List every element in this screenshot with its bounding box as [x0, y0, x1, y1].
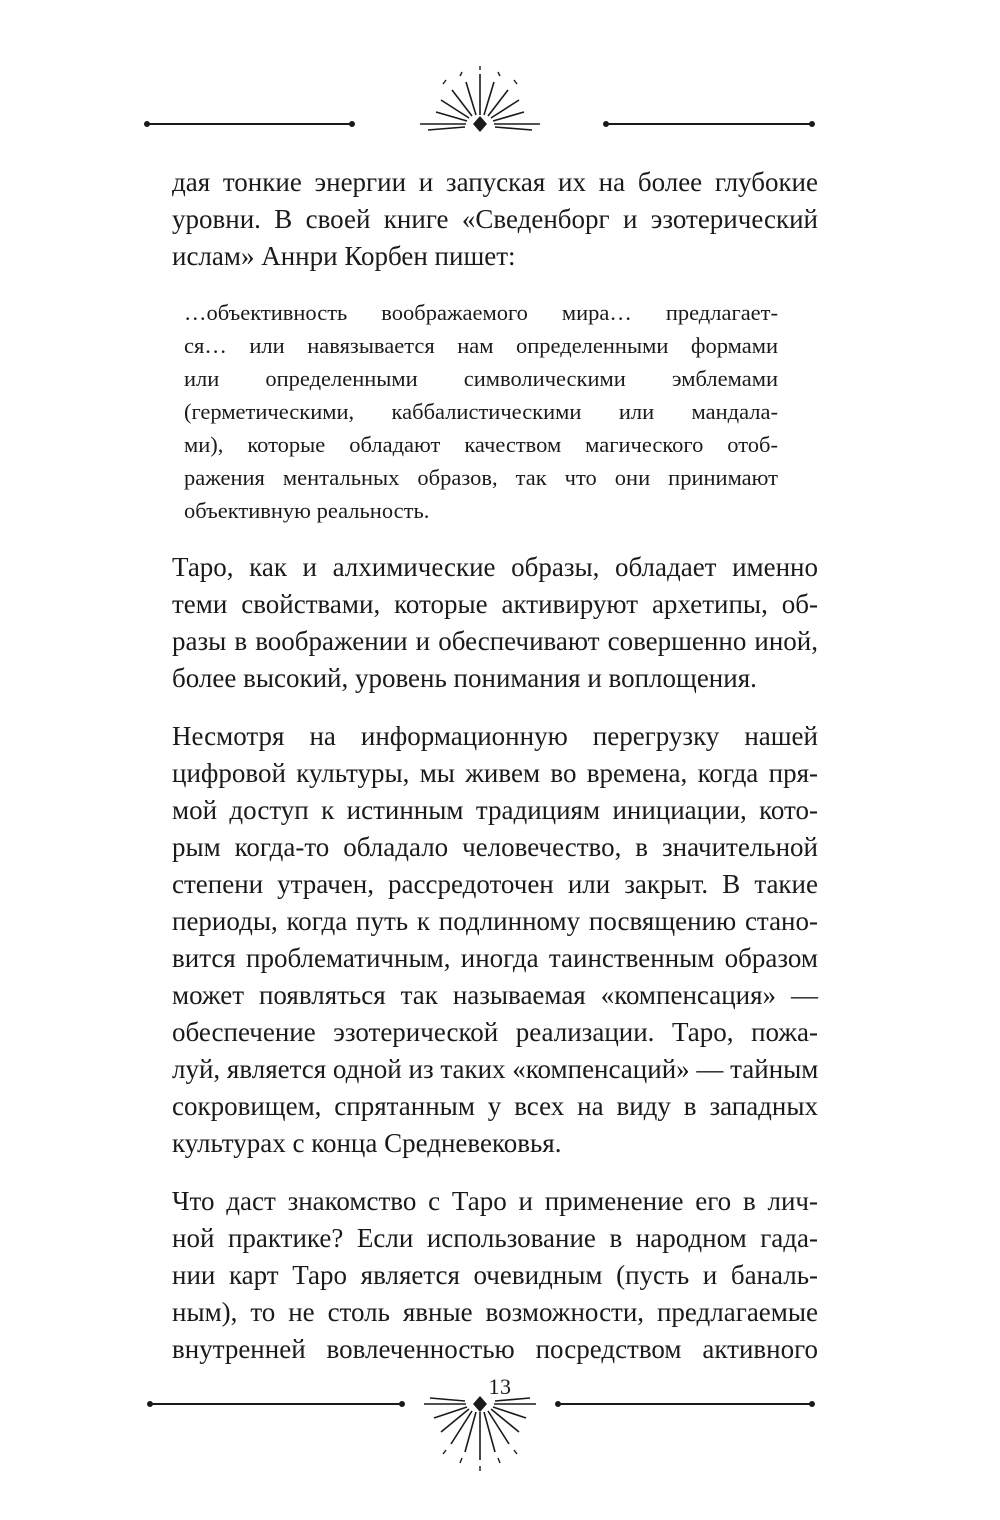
text-line: луй, является одной из таких «компенсаций» — тайным — [172, 1054, 819, 1084]
paragraph-digital-culture — [172, 718, 818, 1162]
text-line: вится проблематичным, иногда таинственным образом — [172, 943, 818, 973]
text-line: Что даст знакомство с Таро и применение его в лич- — [172, 1186, 818, 1216]
quote-line: ся… или навязывается нам определенными формами — [184, 333, 778, 358]
block-quote — [184, 296, 778, 527]
text-line: мой доступ к истинным традициям инициации, кото- — [172, 795, 818, 825]
text-line: может появляться так называемая «компенсация» — — [172, 980, 818, 1010]
text-line: сокровищем, спрятанным у всех на виду в западных — [172, 1091, 818, 1121]
text-line: ислам» Аннри Корбен пишет: — [172, 241, 516, 271]
text-line: уровни. В своей книге «Сведенборг и эзотерический — [172, 204, 818, 234]
text-line: дая тонкие энергии и запуская их на более глубокие — [172, 167, 818, 197]
text-line: культурах с конца Средневековья. — [172, 1128, 562, 1158]
text-line: внутренней вовлеченностью посредством активного — [172, 1334, 818, 1364]
quote-line: ми), которые обладают качеством магического отоб- — [184, 432, 778, 457]
text-line: ным), то не столь явные возможности, предлагаемые — [172, 1297, 818, 1327]
text-line: рым когда-то обладало человечество, в значительной — [172, 832, 818, 862]
quote-line: …объективность воображаемого мира… предлагает- — [184, 300, 778, 325]
page-body — [172, 164, 818, 1389]
header-ornament — [0, 60, 1000, 150]
sunburst-divider-icon — [0, 60, 1000, 150]
quote-line: (герметическими, каббалистическими или мандала- — [184, 399, 778, 424]
text-line: разы в воображении и обеспечивают совершенно иной, — [172, 626, 818, 656]
sunburst-divider-icon — [0, 1372, 1000, 1482]
paragraph-taro-alchemy — [172, 549, 818, 697]
paragraph-intro — [172, 164, 818, 275]
text-line: Таро, как и алхимические образы, обладает именно — [172, 552, 818, 582]
text-line: периоды, когда путь к подлинному посвящению стано- — [172, 906, 818, 936]
quote-line: или определенными символическими эмблемами — [184, 366, 778, 391]
text-line: ной практике? Если использование в народном гада- — [172, 1223, 818, 1253]
quote-line: ражения ментальных образов, так что они принимают — [184, 465, 778, 490]
paragraph-practice — [172, 1183, 818, 1368]
text-line: Несмотря на информационную перегрузку нашей — [172, 721, 818, 751]
text-line: цифровой культуры, мы живем во времена, когда пря- — [172, 758, 818, 788]
text-line: более высокий, уровень понимания и воплощения. — [172, 663, 757, 693]
text-line: обеспечение эзотерической реализации. Таро, пожа- — [172, 1017, 818, 1047]
text-line: нии карт Таро является очевидным (пусть и баналь- — [172, 1260, 818, 1290]
text-line: теми свойствами, которые активируют архетипы, об- — [172, 589, 818, 619]
quote-line: объективную реальность. — [184, 498, 430, 523]
footer-ornament — [0, 1372, 1000, 1482]
text-line: степени утрачен, рассредоточен или закрыт. В такие — [172, 869, 818, 899]
page-number: 13 — [488, 1374, 512, 1399]
